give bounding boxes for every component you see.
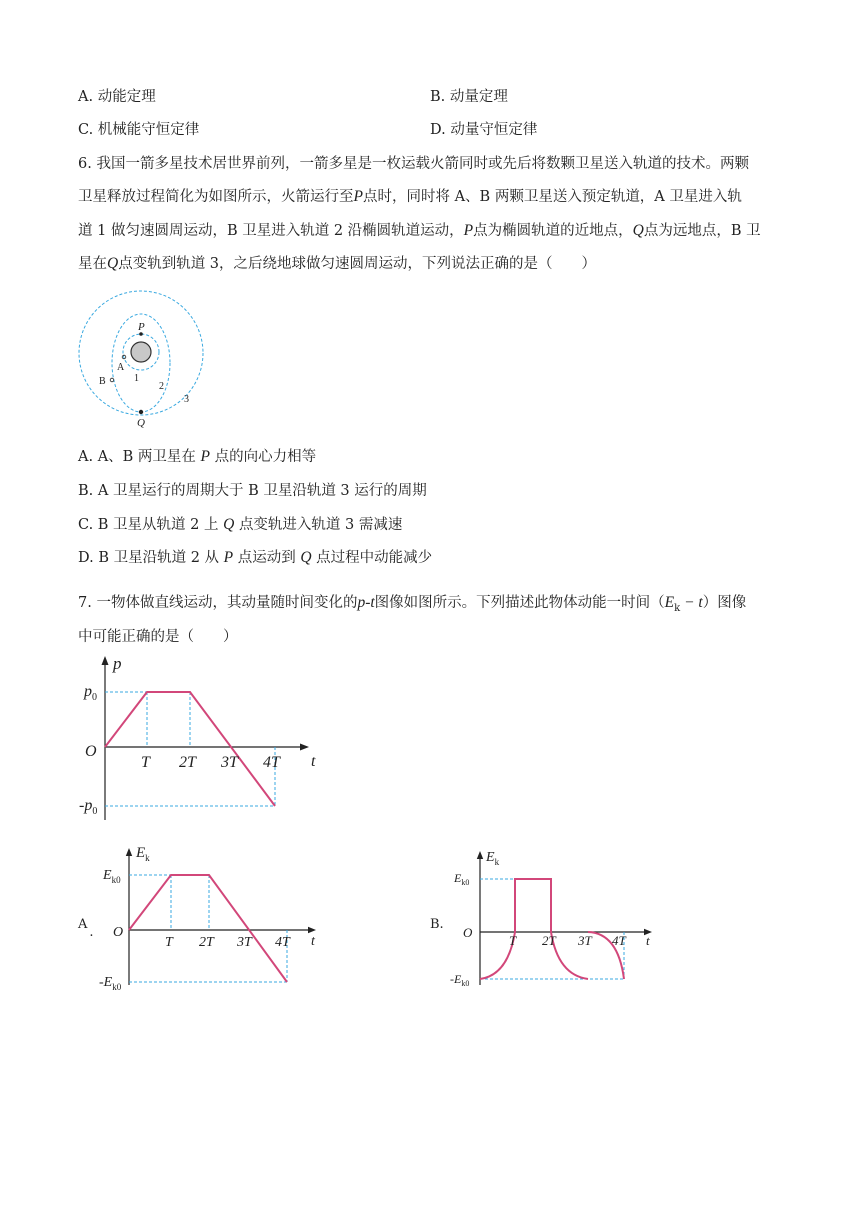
q5-option-d: D. 动量守恒定律 [430, 122, 538, 138]
p-t-graph [75, 652, 325, 827]
b-curve-2 [515, 879, 551, 932]
q6-option-c: C. B 卫星从轨道 2 上 Q 点变轨进入轨道 3 需减速 [78, 516, 403, 533]
q7-stem-line1: 7. 一物体做直线运动，其动量随时间变化的p-t图像如图所示。下列描述此物体动能一时间$(E_k - t)$图像 [78, 594, 747, 614]
label-3: 3 [184, 394, 189, 405]
earth-icon [131, 342, 151, 362]
b-neg-ek0-label: $-E_{k0}$ [450, 972, 470, 988]
b-tick-2T: 2T [542, 933, 556, 948]
a-tick-2T: 2T [199, 935, 214, 950]
neg-p0-label: $-p_0$ [79, 797, 98, 817]
tick-T: T [141, 754, 150, 771]
q6-stem-line4: 星在Q点变轨到轨道 3，之后绕地球做匀速圆周运动，下列说法正确的是（ ） [78, 255, 597, 272]
tick-3T: 3T [221, 754, 238, 771]
a-y-axis-arrow-icon [126, 848, 132, 856]
y-axis-arrow-icon [102, 656, 109, 665]
a-origin-label: O [113, 925, 124, 940]
q6-stem-line1: 6. 我国一箭多星技术居世界前列，一箭多星是一枚运载火箭同时或先后将数颗卫星送入轨道的技术。两颗 [78, 156, 749, 172]
label-b: B [99, 376, 106, 387]
label-q: Q [137, 417, 145, 429]
a-tick-4T: 4T [275, 935, 290, 950]
b-origin-label: O [463, 925, 473, 940]
label-a: A [117, 362, 125, 373]
q7-option-b-label: B. [430, 917, 444, 932]
x-label: t [311, 753, 316, 770]
q6-stem-line2: 卫星释放过程简化为如图所示，火箭运行至P点时，同时将 A、B 两颗卫星送入预定轨道，A 卫星进入轨 [78, 188, 742, 205]
a-ek0-label: $E_{k0}$ [103, 868, 121, 885]
q6-option-a: A. A、B 两卫星在 P 点的向心力相等 [78, 448, 317, 465]
p0-label: $p_0$ [84, 683, 97, 703]
q6-stem-line3: 道 1 做匀速圆周运动，B 卫星进入轨道 2 沿椭圆轨道运动，P点为椭圆轨道的近地点，Q点为远地点，B 卫 [78, 222, 761, 239]
q5-option-a: A. 动能定理 [78, 89, 156, 105]
option-a-graph [95, 840, 335, 1000]
b-y-label: $E_k$ [486, 850, 500, 867]
tick-2T: 2T [179, 754, 196, 771]
b-tick-4T: 4T [612, 933, 626, 948]
satellite-b [110, 378, 114, 382]
q5-option-b: B. 动量定理 [430, 89, 508, 105]
a-neg-ek0-label: $-E_{k0}$ [99, 975, 122, 992]
point-q [139, 410, 143, 414]
x-axis-arrow-icon [300, 744, 309, 751]
y-label: p [113, 654, 122, 673]
a-x-axis-arrow-icon [308, 927, 316, 933]
b-ek0-label: $E_{k0}$ [454, 871, 470, 887]
q7-option-a-label: A. [78, 917, 94, 940]
q6-option-b: B. A 卫星运行的周期大于 B 卫星沿轨道 3 运行的周期 [78, 483, 427, 499]
b-x-label: t [646, 933, 650, 948]
q6-option-d: D. B 卫星沿轨道 2 从 P 点运动到 Q 点过程中动能减少 [78, 549, 433, 566]
b-y-axis-arrow-icon [477, 851, 483, 859]
orbit-diagram [70, 285, 220, 435]
a-tick-T: T [165, 935, 173, 950]
label-2: 2 [159, 381, 164, 392]
option-b-graph [448, 845, 668, 995]
a-y-label: $E_k$ [136, 845, 150, 863]
b-tick-3T: 3T [578, 933, 592, 948]
q7-stem-line2: 中可能正确的是（ ） [78, 629, 238, 645]
a-curve [129, 875, 287, 982]
label-p: P [138, 321, 145, 333]
origin-label: O [85, 743, 97, 760]
a-x-label: t [311, 934, 315, 949]
a-tick-3T: 3T [237, 935, 252, 950]
label-1: 1 [134, 373, 139, 384]
q5-option-c: C. 机械能守恒定律 [78, 122, 200, 138]
b-tick-T: T [509, 933, 517, 948]
tick-4T: 4T [263, 754, 280, 771]
